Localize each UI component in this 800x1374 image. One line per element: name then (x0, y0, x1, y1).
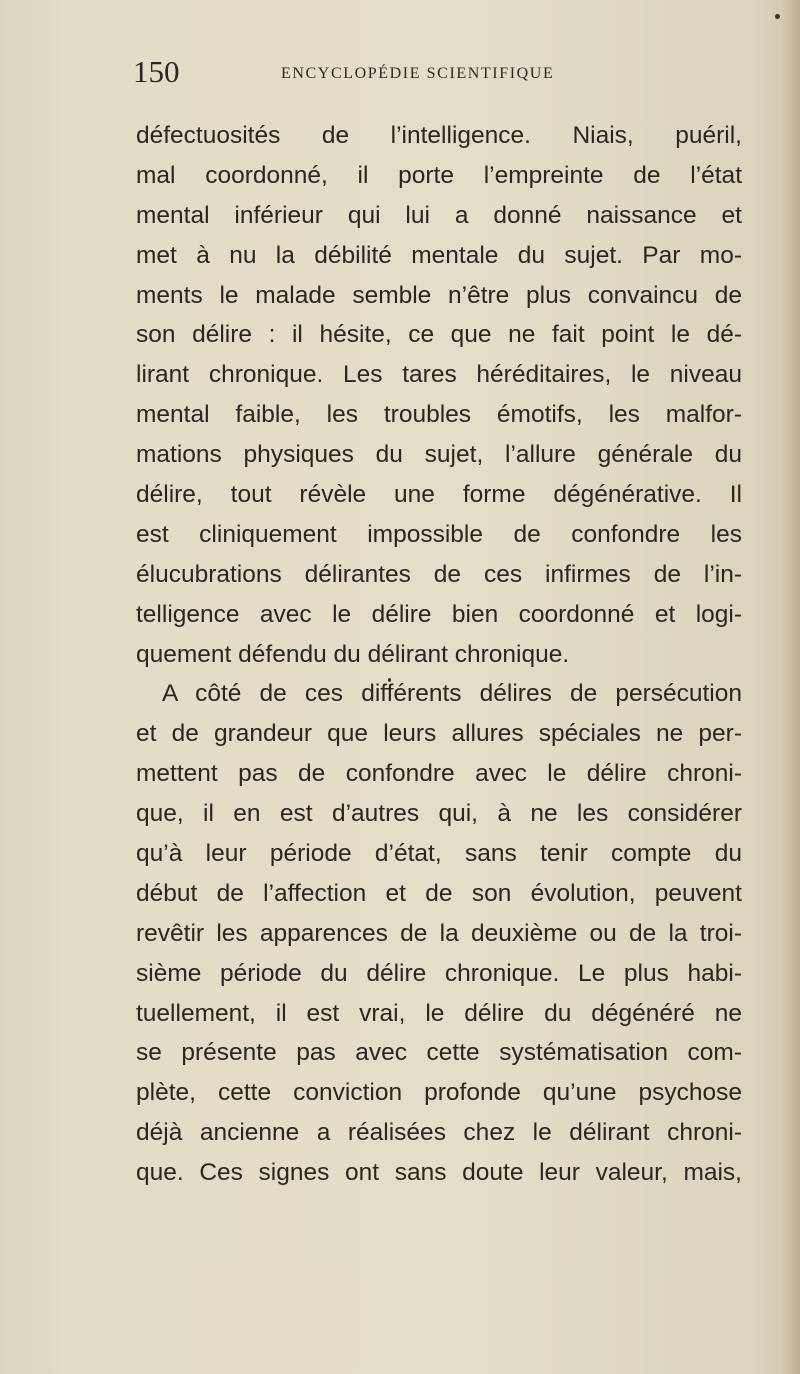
text-line: que, il en est d’autres qui, à ne les considérer (136, 800, 742, 828)
text-line: et de grandeur que leurs allures spéciales ne per- (136, 720, 742, 748)
text-line: mental faible, les troubles émotifs, les malfor- (136, 401, 742, 429)
text-line: mental inférieur qui lui a donné naissance et (136, 201, 742, 229)
text-line: début de l’affection et de son évolution, peuvent (136, 879, 742, 907)
text-line: sième période du délire chronique. Le plus habi- (136, 959, 742, 987)
text-line: mations physiques du sujet, l’allure générale du (136, 441, 742, 469)
text-line: lirant chronique. Les tares héréditaires, le niveau (136, 361, 742, 389)
running-title: ENCYCLOPÉDIE SCIENTIFIQUE (281, 65, 555, 82)
page-header (133, 52, 713, 92)
ink-speck (775, 14, 780, 19)
text-line: que. Ces signes ont sans doute leur valeur, mais, (136, 1159, 742, 1187)
text-line: revêtir les apparences de la deuxième ou de la troi- (136, 919, 742, 947)
text-line: plète, cette conviction profonde qu’une psychose (136, 1079, 742, 1107)
page-number: 150 (133, 54, 180, 89)
text-line: élucubrations délirantes de ces infirmes de l’in- (136, 560, 742, 588)
text-line: qu’à leur période d’état, sans tenir compte du (136, 840, 742, 868)
text-line: se présente pas avec cette systématisation com- (136, 1039, 742, 1067)
text-line: ments le malade semble n’être plus convaincu de (136, 281, 742, 309)
text-line: mettent pas de confondre avec le délire chroni- (136, 760, 742, 788)
text-line: telligence avec le délire bien coordonné et logi- (136, 600, 742, 628)
text-line-paragraph-start: A côté de ces différents délires de persécution (162, 680, 742, 708)
body-text (136, 116, 742, 1193)
text-line: son délire : il hésite, ce que ne fait point le dé- (136, 321, 742, 349)
page-edge-shadow (782, 0, 800, 1374)
text-line: déjà ancienne a réalisées chez le délirant chroni- (136, 1119, 742, 1147)
text-line: défectuosités de l’intelligence. Niais, puéril, (136, 122, 742, 149)
text-line: quement défendu du délirant chronique. (136, 640, 570, 668)
text-line: met à nu la débilité mentale du sujet. Par mo- (136, 241, 742, 269)
text-line: délire, tout révèle une forme dégénérative. Il (136, 481, 742, 509)
text-line: tuellement, il est vrai, le délire du dégénéré ne (136, 999, 742, 1027)
text-line: est cliniquement impossible de confondre les (136, 520, 742, 548)
text-line: mal coordonné, il porte l’empreinte de l’état (136, 161, 742, 189)
